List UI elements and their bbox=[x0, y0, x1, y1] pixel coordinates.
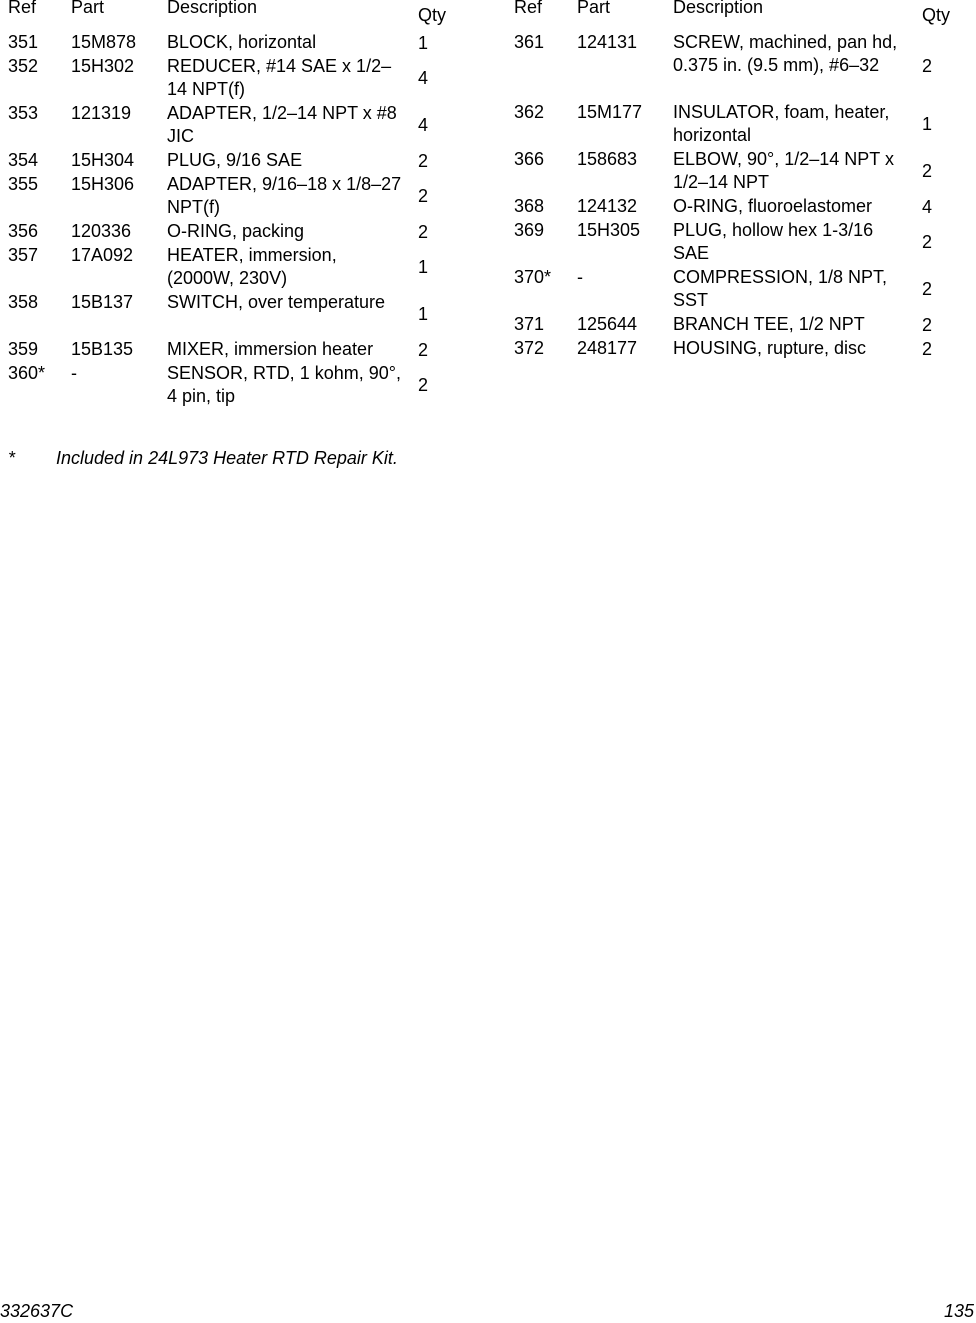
description-cell: SENSOR, RTD, 1 kohm, 90°, 4 pin, tip bbox=[167, 363, 401, 406]
ref-cell: 369 bbox=[514, 220, 545, 240]
qty-cell: 2 bbox=[418, 150, 429, 171]
table-row bbox=[514, 31, 964, 101]
table-row bbox=[514, 219, 964, 266]
part-cell: 15B135 bbox=[71, 339, 134, 359]
table-row bbox=[514, 337, 964, 361]
part-cell: 15H302 bbox=[71, 56, 135, 76]
part-cell: 15H304 bbox=[71, 150, 135, 170]
ref-cell: 366 bbox=[514, 149, 545, 169]
qty-cell: 2 bbox=[922, 314, 933, 335]
ref-cell: 361 bbox=[514, 32, 545, 52]
part-cell: 17A092 bbox=[71, 245, 134, 265]
description-cell: COMPRESSION, 1/8 NPT, SST bbox=[673, 267, 888, 310]
description-cell: BLOCK, horizontal bbox=[167, 32, 317, 52]
page-number: 135 bbox=[943, 1301, 974, 1321]
description-cell: ADAPTER, 1/2–14 NPT x #8 JIC bbox=[167, 103, 397, 146]
document-number: 332637C bbox=[0, 1301, 74, 1321]
description-cell: ELBOW, 90°, 1/2–14 NPT x 1/2–14 NPT bbox=[673, 149, 894, 192]
ref-cell: 358 bbox=[8, 292, 39, 312]
part-cell: 15H306 bbox=[71, 174, 135, 194]
description-cell: REDUCER, #14 SAE x 1/2–14 NPT(f) bbox=[167, 56, 392, 99]
ref-cell: 356 bbox=[8, 221, 39, 241]
qty-cell: 2 bbox=[418, 375, 429, 395]
qty-cell: 1 bbox=[922, 114, 933, 134]
part-cell: 15H305 bbox=[577, 220, 641, 240]
description-cell: HEATER, immersion, (2000W, 230V) bbox=[167, 245, 337, 288]
ref-cell: 354 bbox=[8, 150, 39, 170]
description-cell: INSULATOR, foam, heater, horizontal bbox=[673, 102, 890, 145]
table-row bbox=[8, 244, 458, 291]
description-cell: BRANCH TEE, 1/2 NPT bbox=[673, 314, 865, 334]
description-cell: SCREW, machined, pan hd, 0.375 in. (9.5 mm), #6–32 bbox=[673, 32, 898, 75]
table-row bbox=[8, 220, 458, 244]
part-cell: 121319 bbox=[71, 103, 132, 123]
ref-cell: 352 bbox=[8, 56, 39, 76]
part-cell: 124132 bbox=[577, 196, 638, 216]
ref-cell: 357 bbox=[8, 245, 39, 265]
table-body bbox=[514, 31, 964, 361]
part-cell: 15M177 bbox=[577, 102, 643, 122]
description-cell: PLUG, 9/16 SAE bbox=[167, 150, 303, 170]
table-header bbox=[8, 0, 458, 31]
table-row bbox=[514, 148, 964, 195]
table-row bbox=[514, 195, 964, 219]
description-cell: HOUSING, rupture, disc bbox=[673, 338, 867, 358]
table-body bbox=[8, 31, 458, 409]
qty-cell: 1 bbox=[418, 257, 429, 277]
header-qty: Qty bbox=[922, 5, 951, 25]
ref-cell: 371 bbox=[514, 314, 545, 334]
table-row bbox=[8, 31, 458, 55]
qty-cell: 4 bbox=[418, 68, 429, 88]
part-cell: 158683 bbox=[577, 149, 638, 169]
footnote-text: Included in 24L973 Heater RTD Repair Kit. bbox=[56, 448, 398, 468]
qty-cell: 2 bbox=[922, 161, 933, 181]
part-cell: 125644 bbox=[577, 314, 638, 334]
ref-cell: 362 bbox=[514, 102, 545, 122]
part-cell: 248177 bbox=[577, 338, 638, 358]
table-header bbox=[514, 0, 964, 31]
description-cell: SWITCH, over temperature bbox=[167, 292, 386, 312]
table-row bbox=[8, 55, 458, 102]
header-part: Part bbox=[71, 0, 105, 17]
qty-cell: 2 bbox=[418, 186, 429, 206]
part-cell: 124131 bbox=[577, 32, 638, 52]
table-row bbox=[8, 102, 458, 149]
table-row bbox=[514, 101, 964, 148]
header-description: Description bbox=[673, 0, 764, 17]
qty-cell: 2 bbox=[418, 221, 429, 242]
qty-cell: 1 bbox=[418, 304, 429, 324]
qty-cell: 2 bbox=[922, 338, 933, 359]
right-parts-table bbox=[514, 0, 964, 361]
qty-cell: 2 bbox=[922, 55, 933, 76]
part-cell: 15M878 bbox=[71, 32, 137, 52]
qty-cell: 2 bbox=[418, 339, 429, 360]
header-ref: Ref bbox=[514, 0, 543, 17]
ref-cell: 372 bbox=[514, 338, 545, 358]
part-cell: 120336 bbox=[71, 221, 132, 241]
description-cell: PLUG, hollow hex 1-3/16 SAE bbox=[673, 220, 874, 263]
ref-cell: 368 bbox=[514, 196, 545, 216]
qty-cell: 2 bbox=[922, 279, 933, 299]
part-cell: - bbox=[71, 363, 77, 383]
table-row bbox=[514, 313, 964, 337]
header-qty: Qty bbox=[418, 5, 447, 25]
table-row bbox=[8, 291, 458, 338]
ref-cell: 355 bbox=[8, 174, 39, 194]
left-parts-table bbox=[8, 0, 458, 409]
description-cell: MIXER, immersion heater bbox=[167, 339, 374, 359]
ref-cell: 353 bbox=[8, 103, 39, 123]
header-part: Part bbox=[577, 0, 611, 17]
header-ref: Ref bbox=[8, 0, 37, 17]
table-row bbox=[514, 266, 964, 313]
part-cell: - bbox=[577, 267, 583, 287]
table-row bbox=[8, 362, 458, 409]
qty-cell: 4 bbox=[418, 115, 429, 135]
qty-cell: 2 bbox=[922, 232, 933, 252]
table-row bbox=[8, 173, 458, 220]
description-cell: ADAPTER, 9/16–18 x 1/8–27 NPT(f) bbox=[167, 174, 402, 217]
description-cell: O-RING, packing bbox=[167, 221, 305, 241]
ref-cell: 359 bbox=[8, 339, 39, 359]
ref-cell: 351 bbox=[8, 32, 39, 52]
qty-cell: 1 bbox=[418, 32, 429, 53]
ref-cell: 360* bbox=[8, 363, 46, 383]
part-cell: 15B137 bbox=[71, 292, 134, 312]
table-row bbox=[8, 149, 458, 173]
qty-cell: 4 bbox=[922, 196, 933, 217]
header-description: Description bbox=[167, 0, 258, 17]
table-row bbox=[8, 338, 458, 362]
ref-cell: 370* bbox=[514, 267, 552, 287]
footnote-marker: * bbox=[8, 448, 16, 468]
description-cell: O-RING, fluoroelastomer bbox=[673, 196, 873, 216]
